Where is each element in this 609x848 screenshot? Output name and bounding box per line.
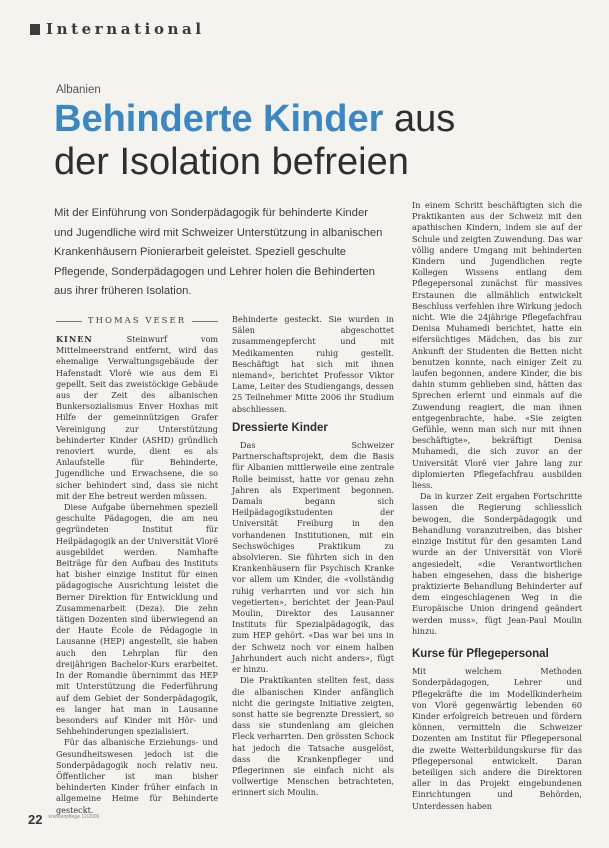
paragraph: Diese Aufgabe übernehmen speziell geschulte Pädagogen, die am neu gegründeten Institut für Heilpädagogik an der Universität Vlorë ausgebildet werden. Namhafte Beiträge für den Aufbau des Instituts hat bisher einzige Institut für einen pädagogische Ausrichtung leistet die Berner Direktion für Entwicklung und Zusammenarbeit (Deza). Die zehn tätigen Dozenten sind überwiegend an der Haute École de Pédagogie in Lausanne (HEP) angestellt, sie haben auch den Lehrplan für den dreijährigen Bachelor-Kurs erarbeitet. In der Romandie übernimmt das HEP mit Unterstützung die Federführung auf dem Gebiet der Sonderpädagogik, es langer hat man in Lausanne besonders auf Kinder mit Hör- und Sehbehinderungen spezialisiert. [56,502,218,737]
body-column-3 [412,200,582,848]
paragraph: Das Schweizer Partnerschaftsprojekt, dem die Basis für Albanien mittlerweile eine zentrale Rolle beimisst, hatte vor genau zehn Jahren als Experiment begonnen. Damals begann sich Heilpädagogikstudenten der Universität Freiburg in den vorhandenen Institutionen, mit ein Sechswöchiges Praktikum zu absolvieren. Sie führten sich in den Krankenhäusern für Psychisch Kranke vor allem um Kinder, die «vollständig ruhig verharrten und vor sich hin vegetierten», berichtet der Jean-Paul Moulin, Direktor des Lausanner Instituts für Spezialpädagogik, das zum HEP gehört. «Das war bei uns in der Schweiz noch vor einem halben Jahrhundert auch nicht anders», fügt er hinzu. [232,440,394,675]
paragraph: Für das albanische Erziehungs- und Gesundheitswesen jedoch ist die Sonderpädagogik noch relativ neu. Öffentlicher ist man bisher behinderten Kinder früher einfach in allgemeine Heime für Behinderte gesteckt. [56,737,218,815]
section-header [30,20,205,38]
subheading: Dressierte Kinder [232,421,328,434]
section-marker [30,24,40,35]
subheading: Kurse für Pflegepersonal [412,647,549,660]
headline-highlight: Behinderte Kinder [54,98,384,140]
body-column-2 [232,314,394,798]
article-headline [54,98,594,184]
paragraph: Behinderte gesteckt. Sie wurden in Sälen abgeschottet zusammengepfercht und mit Medikamenten ruhig gestellt. Beschäftigt hat sich mit ihnen niemand», berichtet Professor Viktor Lame, Leiter des Studiengangs, dessen 25 Teilnehmer Mitte 2006 ihr Studium abschliessen. [232,314,394,414]
paragraph: Da in kurzer Zeit ergaben Fortschritte lassen die Regierung schliesslich bewogen, die Sonderpädagogik und Behandlung voranzutreiben, das bisher einzige Institut für den gesamten Land wurde an der Universität von Vlorë angesiedelt, «die Verantwortlichen haben eingesehen, dass die bisherige praktizierte Behandlung Behinderter auf dem eingeschlagenen Weg in die Europäische Union dringend geändert werden muss», fügt Jean-Paul Moulin hinzu. [412,491,582,636]
lead-word: KINEN [56,334,93,344]
paragraph: Die Praktikanten stellten fest, dass die albanischen Kinder anfänglich nicht die geringste Initiative zeigten, sonst hatte sie begrenzte Dressiert, so dass sie stundenlang am gleichen Fleck verharrten. Den grössten Schock hat jedoch die Tatsache ausgelöst, dass die Krankenpfleger und Pflegerinnen sie einfach nicht als vollwertige Menschen betrachteten, erinnert sich Moulin. [232,675,394,798]
byline-rule-right [192,321,218,322]
page-number: 22 [28,812,43,827]
page-footer [28,812,99,827]
section-label: International [46,20,205,38]
article-lead: Mit der Einführung von Sonderpädagogik für behinderte Kinder und Jugendliche wird mit Schweizer Unterstützung in albanischen Krankenhäusern Pionierarbeit geleistet. Speziell geschulte Pflegende, Sonderpädagogen und Lehrer holen die Behinderten aus ihrer früheren Isolation. [54,207,383,297]
footer-meta: krankenpflege 12/2006 [48,814,100,820]
byline-rule-left [56,321,82,322]
author-byline [56,316,218,326]
paragraph [56,334,218,502]
author-name: THOMAS VESER [87,316,187,326]
headline-line2: der Isolation befreien [54,141,409,183]
body-column-1 [56,334,218,815]
paragraph-text: Steinwurf vom Mittelmeerstrand entfernt, wird das ehemalige Verwaltungsgebäude der Hafenstadt Vlorë wie aus dem Ei gepellt. Seit das zweistöckige Gebäude aus der Zeit des albanischen Bunkersozialismus Enver Hoxhas mit Hilfe der gemeinnützigen Grafer Vereinigung zur Unterstützung behinderter Kinder (ASHD) gründlich renoviert wurde, dient es als Anlaufstelle für Behinderte, Jugendliche und Erwachsene, die so sicher behindert sind, dass sie nicht mit der Ehe betreut werden müssen. [56,334,218,501]
headline-rest-line1: aus [383,98,456,140]
paragraph: Mit welchem Methoden Sonderpädagogen, Lehrer und Pflegekräfte die im Modellkinderheim von Vlorë gegenwärtig lebenden 60 Kinder erfolgreich betreuen und fördern können, vermitteln die Schweizer Dozenten am Institut für Pflegepersonal die zweite Weiterbildungskurse für das Pflegepersonal entwickelt. Daran beteiligen sich andere die Direktoren aller in das Projekt eingebundenen Einrichtungen und Behörden, Unterdessen haben [412,666,582,811]
paragraph: In einem Schritt beschäftigten sich die Praktikanten aus der Schweiz mit den apathischen Kindern, indem sie auf der Schule und zeigten Zuwendung. Das war völlig andere Umgang mit behinderten Kindern und Jugendlichen regte Kollegen Wissens entlang dem Pflegepersonal zunächst für massives Erstaunen die allmählich entwickelt Beschluss verfehlen ihre Wirkung jedoch nicht. Wie die 24jährige Pflegefachfrau Denisa Muhamedi berichtet, hatte ein eifersüchtiges Mädchen, das bis zur Ankunft der Studenten die Betten nicht benutzen konnte, nach einiger Zeit zu laufen begonnen, andere Kinder, die bis dahin stumm geblieben sind, hätten das Sprechen erlernt und einmals auf die Zuwendung reagiert, die man ihnen entgegenbrachte, habe. «Sie zeigten Gefühle, wenn man sich nur mit ihnen beschäftigte», bekräftigt Denisa Muhamedi, die sich zuvor an der Universität Vlorë vier Jahre lang zur diplomierten Pflegefachfrau ausbilden liess. [412,200,582,491]
article-kicker: Albanien [56,84,101,96]
